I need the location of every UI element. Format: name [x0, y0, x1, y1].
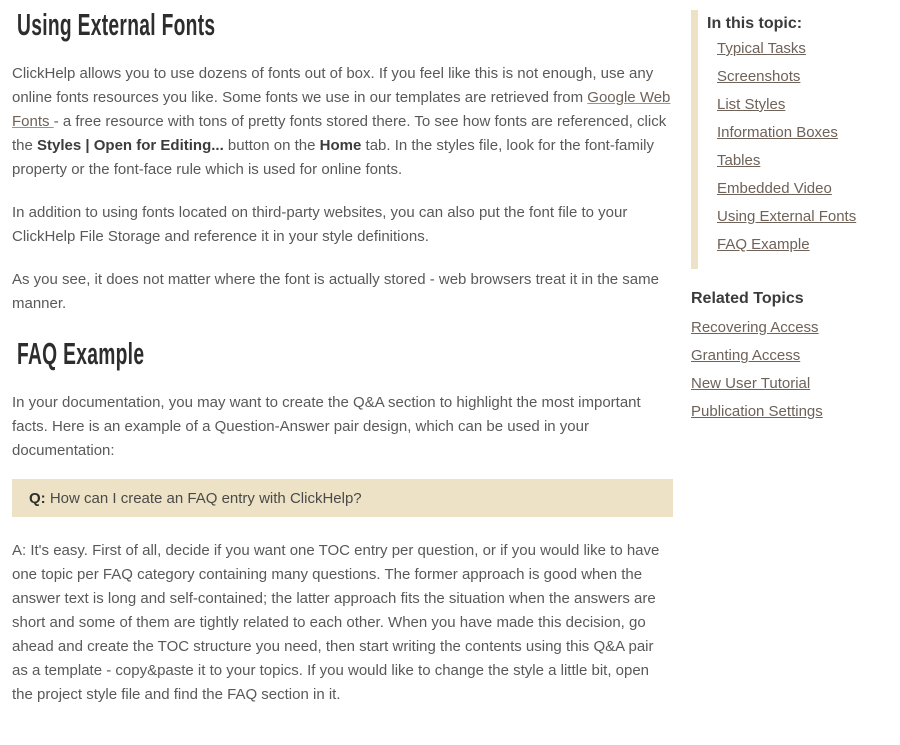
toc-link-faq-example[interactable]: FAQ Example — [717, 236, 810, 253]
related-link-granting-access[interactable]: Granting Access — [691, 347, 801, 364]
related-link-new-user-tutorial[interactable]: New User Tutorial — [691, 375, 811, 392]
related-link-recovering-access[interactable]: Recovering Access — [691, 319, 819, 336]
question-text: How can I create an FAQ entry with ClickHelp? — [45, 490, 362, 507]
toc-link-using-external-fonts[interactable]: Using External Fonts — [717, 208, 857, 225]
toc-link-list-styles[interactable]: List Styles — [717, 96, 786, 113]
paragraph-text: button on the — [223, 137, 320, 154]
paragraph-text: tab. In the styles file, look for the font-family property or the font-face rule which is used for online fonts. — [12, 137, 654, 178]
faq-answer-text: A: It's easy. First of all, decide if you want one TOC entry per question, or if you would like to have one topic per FAQ category containing many questions. The former approach is good when the answer text is long and self-contained; the latter approach fits the situation when the answers are short and some of them are tightly related to each other. When you have made this decision, go ahead and create the TOC structure you need, then start writing the contents using this Q&A pair as a template - copy&paste it to your topics. If you would like to change the style a little bit, open the project style file and find the FAQ section in it. — [12, 542, 660, 703]
paragraph-faq-intro: In your documentation, you may want to create the Q&A section to highlight the most important facts. Here is an example of a Question-Answer pair design, which can be used in your documentation: — [12, 394, 641, 459]
related-link-publication-settings[interactable]: Publication Settings — [691, 403, 823, 420]
main-content — [12, 0, 673, 707]
toc-link-typical-tasks[interactable]: Typical Tasks — [717, 40, 806, 57]
styles-open-for-editing-label: Styles | Open for Editing... — [37, 137, 224, 154]
paragraph-fonts-intro — [12, 62, 673, 182]
in-this-topic-title: In this topic: — [707, 15, 803, 32]
faq-section-title — [12, 335, 673, 373]
faq-section-title-text: FAQ Example — [17, 336, 145, 371]
page-title — [12, 6, 673, 44]
in-this-topic-nav — [691, 10, 891, 269]
faq-question-box — [12, 479, 673, 517]
paragraph-font-storage-note: As you see, it does not matter where the font is actually stored - web browsers treat it in the same manner. — [12, 271, 659, 312]
paragraph-third-party-fonts: In addition to using fonts located on third-party websites, you can also put the font file to your ClickHelp File Storage and reference it in your style definitions. — [12, 204, 628, 245]
related-topics-nav — [691, 288, 891, 426]
google-web-fonts-link[interactable]: Google Web Fonts — [12, 89, 671, 130]
toc-link-embedded-video[interactable]: Embedded Video — [717, 180, 832, 197]
toc-link-information-boxes[interactable]: Information Boxes — [717, 124, 838, 141]
page-title-text: Using External Fonts — [17, 7, 216, 42]
toc-link-tables[interactable]: Tables — [717, 152, 761, 169]
sidebar — [691, 10, 891, 426]
related-topics-title: Related Topics — [691, 290, 804, 307]
toc-link-screenshots[interactable]: Screenshots — [717, 68, 801, 85]
home-tab-label: Home — [319, 137, 362, 154]
paragraph-text: ClickHelp allows you to use dozens of fonts out of box. If you feel like this is not enough, use any online fonts resources you like. Some fonts we use in our templates are retrieved from — [12, 65, 654, 106]
question-label: Q: — [29, 490, 46, 507]
paragraph-text: - a free resource with tons of pretty fonts stored there. To see how fonts are referenced, click the — [12, 113, 667, 154]
